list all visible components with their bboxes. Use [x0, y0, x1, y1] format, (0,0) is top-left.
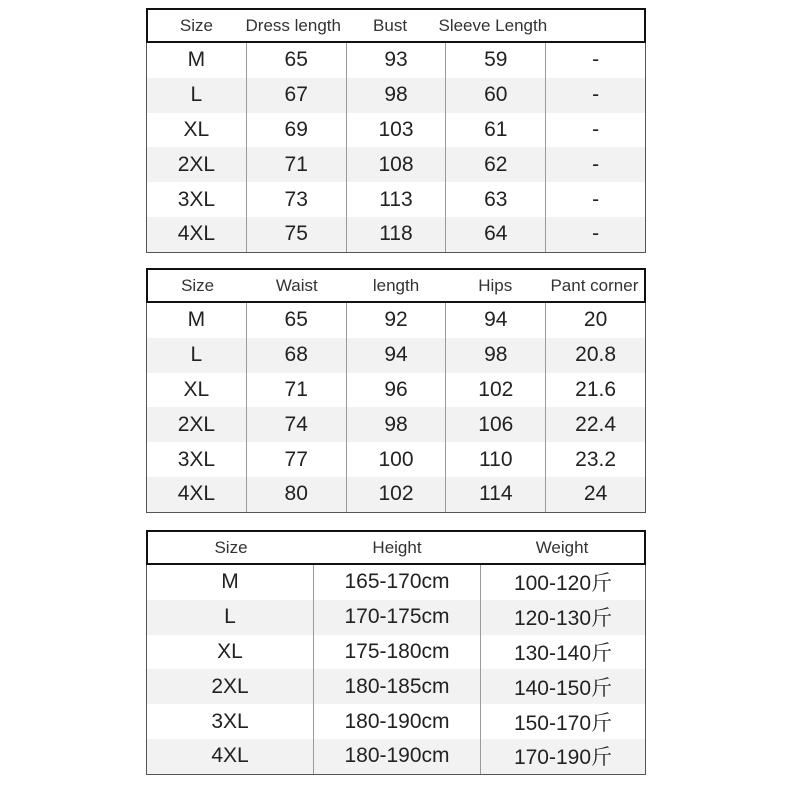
cell-weight: 120-130斤 — [480, 600, 645, 635]
table-row — [147, 669, 645, 704]
table-row — [147, 303, 645, 338]
table-body — [146, 43, 646, 253]
table-row — [147, 477, 645, 512]
cell-dress-length: 73 — [246, 182, 346, 217]
cell-length: 94 — [346, 338, 446, 373]
cell-weight: 140-150斤 — [480, 669, 645, 704]
cell-extra: - — [545, 113, 645, 148]
header-bust: Bust — [373, 15, 408, 35]
cell-extra: - — [545, 43, 645, 78]
cell-size: M — [187, 48, 206, 72]
cell-sleeve-length: 64 — [445, 217, 545, 252]
header-sleeve-length: Sleeve Length — [438, 15, 548, 35]
cell-size: XL — [183, 117, 210, 141]
cell-size: 2XL — [177, 152, 216, 176]
cell-waist: 68 — [246, 338, 346, 373]
cell-pant-corner: 24 — [545, 477, 645, 512]
table-header-row — [146, 8, 646, 43]
cell-length: 102 — [346, 477, 446, 512]
cell-size: 2XL — [211, 674, 249, 698]
header-height: Height — [372, 537, 422, 557]
cell-bust: 108 — [346, 147, 446, 182]
table-row — [147, 407, 645, 442]
cell-height: 175-180cm — [313, 635, 480, 670]
cell-waist: 74 — [246, 407, 346, 442]
cell-sleeve-length: 59 — [445, 43, 545, 78]
cell-size: M — [221, 570, 239, 594]
table-row — [147, 565, 645, 600]
cell-length: 98 — [346, 407, 446, 442]
cell-bust: 103 — [346, 113, 446, 148]
cell-dress-length: 65 — [246, 43, 346, 78]
cell-hips: 94 — [445, 303, 545, 338]
cell-dress-length: 75 — [246, 217, 346, 252]
cell-weight: 170-190斤 — [480, 739, 645, 774]
header-empty — [547, 10, 644, 41]
cell-bust: 98 — [346, 78, 446, 113]
table-row — [147, 635, 645, 670]
cell-sleeve-length: 63 — [445, 182, 545, 217]
cell-height: 180-190cm — [313, 704, 480, 739]
header-size: Size — [179, 15, 213, 35]
cell-sleeve-length: 62 — [445, 147, 545, 182]
cell-extra: - — [545, 182, 645, 217]
header-waist: Waist — [275, 275, 318, 295]
table-row — [147, 338, 645, 373]
cell-pant-corner: 20.8 — [545, 338, 645, 373]
cell-size: M — [187, 308, 206, 332]
table-row — [147, 182, 645, 217]
cell-waist: 65 — [246, 303, 346, 338]
cell-length: 100 — [346, 442, 446, 477]
cell-size: 3XL — [211, 709, 249, 733]
header-length: length — [372, 275, 420, 295]
cell-size: 3XL — [177, 447, 216, 471]
cell-waist: 71 — [246, 373, 346, 408]
table-row — [147, 600, 645, 635]
cell-weight: 130-140斤 — [480, 635, 645, 670]
cell-size: L — [224, 605, 236, 629]
cell-height: 180-185cm — [313, 669, 480, 704]
table-row — [147, 78, 645, 113]
cell-size: 4XL — [177, 222, 216, 246]
header-dress-length: Dress length — [245, 15, 341, 35]
cell-height: 170-175cm — [313, 600, 480, 635]
cell-hips: 102 — [445, 373, 545, 408]
cell-bust: 118 — [346, 217, 446, 252]
table-row — [147, 373, 645, 408]
cell-length: 96 — [346, 373, 446, 408]
table-body — [146, 303, 646, 513]
cell-bust: 93 — [346, 43, 446, 78]
fit-recommendation-table — [146, 530, 646, 775]
cell-pant-corner: 21.6 — [545, 373, 645, 408]
cell-hips: 110 — [445, 442, 545, 477]
table-header-row — [146, 268, 646, 303]
cell-hips: 114 — [445, 477, 545, 512]
header-weight: Weight — [535, 537, 589, 557]
cell-bust: 113 — [346, 182, 446, 217]
cell-height: 180-190cm — [313, 739, 480, 774]
table-row — [147, 147, 645, 182]
cell-size: L — [190, 83, 203, 107]
cell-pant-corner: 20 — [545, 303, 645, 338]
cell-size: 3XL — [177, 187, 216, 211]
header-size: Size — [181, 275, 215, 295]
cell-extra: - — [545, 147, 645, 182]
header-hips: Hips — [478, 275, 513, 295]
top-size-table — [146, 8, 646, 253]
cell-length: 92 — [346, 303, 446, 338]
cell-size: XL — [217, 639, 243, 663]
cell-waist: 77 — [246, 442, 346, 477]
table-row — [147, 442, 645, 477]
table-row — [147, 113, 645, 148]
table-header-row — [146, 530, 646, 565]
cell-dress-length: 67 — [246, 78, 346, 113]
cell-pant-corner: 22.4 — [545, 407, 645, 442]
table-body — [146, 565, 646, 775]
cell-size: 4XL — [177, 482, 216, 506]
cell-size: 2XL — [177, 412, 216, 436]
cell-size: L — [190, 343, 203, 367]
table-row — [147, 704, 645, 739]
cell-sleeve-length: 61 — [445, 113, 545, 148]
cell-dress-length: 71 — [246, 147, 346, 182]
cell-pant-corner: 23.2 — [545, 442, 645, 477]
cell-weight: 100-120斤 — [480, 565, 645, 600]
table-row — [147, 43, 645, 78]
cell-hips: 98 — [445, 338, 545, 373]
cell-height: 165-170cm — [313, 565, 480, 600]
cell-size: 4XL — [211, 744, 249, 768]
cell-size: XL — [183, 377, 210, 401]
cell-hips: 106 — [445, 407, 545, 442]
cell-sleeve-length: 60 — [445, 78, 545, 113]
cell-dress-length: 69 — [246, 113, 346, 148]
cell-extra: - — [545, 78, 645, 113]
pants-size-table — [146, 268, 646, 513]
header-pant-corner: Pant corner — [550, 275, 639, 295]
cell-waist: 80 — [246, 477, 346, 512]
cell-extra: - — [545, 217, 645, 252]
table-row — [147, 217, 645, 252]
header-size: Size — [214, 537, 248, 557]
cell-weight: 150-170斤 — [480, 704, 645, 739]
table-row — [147, 739, 645, 774]
